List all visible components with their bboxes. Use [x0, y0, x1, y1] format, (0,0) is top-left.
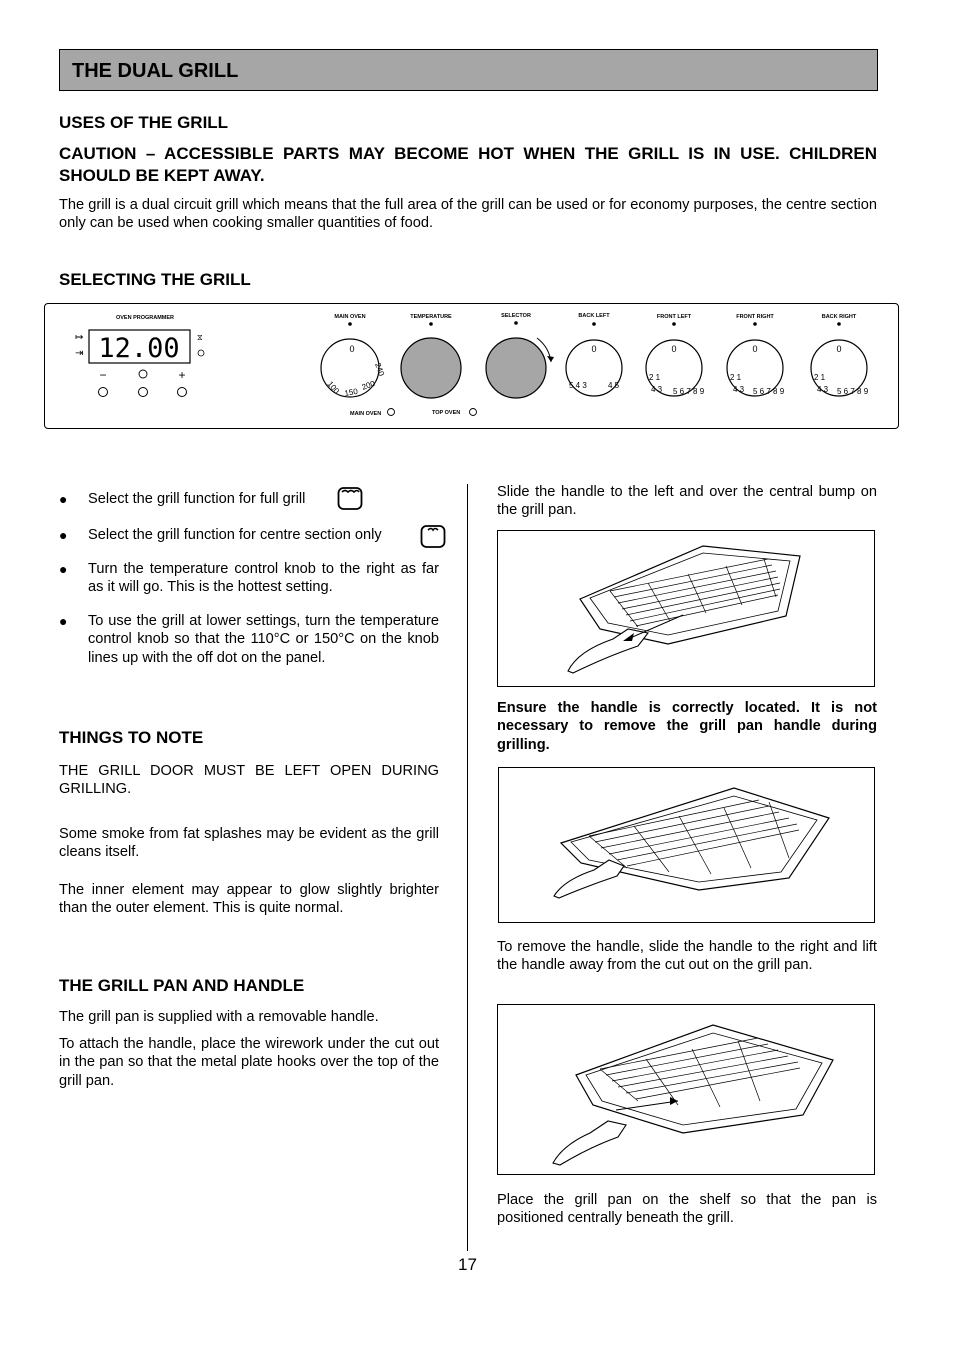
svg-text:100: 100	[325, 379, 341, 396]
grill-pan-p1: The grill pan is supplied with a removable handle.	[59, 1009, 379, 1025]
main-oven-knob[interactable]	[321, 339, 386, 398]
svg-text:4 3: 4 3	[651, 385, 663, 394]
main-oven-light-label: MAIN OVEN	[350, 411, 382, 417]
svg-text:5 6 7 8 9: 5 6 7 8 9	[753, 387, 785, 396]
svg-text:0: 0	[671, 344, 677, 354]
end-icon: ⇥	[75, 348, 84, 359]
things-heading: THINGS TO NOTE	[59, 728, 204, 747]
top-oven-light	[470, 409, 477, 416]
clock-icon	[198, 350, 204, 356]
main-oven-label: MAIN OVEN	[334, 314, 366, 320]
column-divider	[467, 484, 468, 1251]
svg-text:0: 0	[836, 344, 842, 354]
uses-heading: USES OF THE GRILL	[59, 113, 229, 132]
back-left-knob[interactable]	[566, 340, 622, 396]
clock-display-text: 12.00	[98, 333, 180, 364]
slide-instruction: Slide the handle to the left and over the central bump on the grill pan.	[497, 484, 877, 519]
timer-icon	[139, 370, 147, 378]
svg-text:150: 150	[343, 386, 359, 398]
grill-pan-figure-1	[497, 530, 875, 687]
grill-pan-heading: THE GRILL PAN AND HANDLE	[59, 976, 305, 995]
svg-text:200: 200	[360, 378, 377, 392]
plus-symbol: +	[178, 368, 186, 382]
control-panel	[44, 303, 899, 429]
selector-knob[interactable]	[486, 338, 546, 398]
back-right-knob[interactable]	[811, 340, 869, 396]
selecting-heading: SELECTING THE GRILL	[59, 270, 251, 289]
svg-text:5 6 7 8 9: 5 6 7 8 9	[837, 387, 869, 396]
front-right-knob[interactable]	[727, 340, 785, 396]
handle-warning: Ensure the handle is correctly located. It is not necessary to remove the grill pan handle during grilling.	[497, 700, 877, 753]
page-title: THE DUAL GRILL	[59, 49, 878, 91]
svg-text:2 1: 2 1	[730, 373, 742, 382]
note-smoke: Some smoke from fat splashes may be evident as the grill cleans itself.	[59, 826, 439, 861]
note-element: The inner element may appear to glow slightly brighter than the outer element. This is quite normal.	[59, 882, 439, 917]
svg-text:0: 0	[752, 344, 758, 354]
svg-text:5 4 3: 5 4 3	[569, 381, 587, 390]
front-right-label: FRONT RIGHT	[736, 314, 774, 320]
minus-symbol: −	[99, 368, 107, 382]
note-caps: THE GRILL DOOR MUST BE LEFT OPEN DURING GRILLING.	[59, 763, 439, 798]
svg-text:2 1: 2 1	[814, 373, 826, 382]
centre-grill-icon	[420, 523, 446, 549]
temperature-label: TEMPERATURE	[410, 314, 452, 320]
back-right-label: BACK RIGHT	[821, 314, 857, 320]
svg-text:240: 240	[373, 361, 387, 378]
svg-text:2 1: 2 1	[649, 373, 661, 382]
programmer-label: OVEN PROGRAMMER	[115, 315, 175, 321]
selector-label: SELECTOR	[501, 313, 531, 319]
grill-pan-figure-2	[498, 767, 875, 923]
front-left-label: FRONT LEFT	[656, 314, 692, 320]
temperature-knob[interactable]	[401, 338, 461, 398]
minus-button[interactable]	[99, 388, 108, 397]
grill-pan-p2: To attach the handle, place the wirework under the cut out in the pan so that the metal plate hooks over the top of the grill pan.	[59, 1036, 439, 1089]
top-oven-light-label: TOP OVEN	[432, 410, 461, 416]
plus-button[interactable]	[178, 388, 187, 397]
timer-button[interactable]	[139, 388, 148, 397]
bullet-item: ● Turn the temperature control knob to the right as far as it will go. This is the hottest setting.	[59, 561, 439, 596]
svg-text:4 5: 4 5	[608, 381, 620, 390]
uses-body: The grill is a dual circuit grill which means that the full area of the grill can be used or for economy purposes, the centre section only can be used when cooking smaller quantities of food.	[59, 197, 877, 232]
remove-instruction: To remove the handle, slide the handle to the right and lift the handle away from the cut out on the grill pan.	[497, 939, 877, 974]
svg-text:4 3: 4 3	[733, 385, 745, 394]
page-number: 17	[458, 1255, 477, 1274]
front-left-knob[interactable]	[646, 340, 705, 396]
hourglass-icon: ⧖	[197, 333, 203, 342]
caution-text: CAUTION – ACCESSIBLE PARTS MAY BECOME HOT WHEN THE GRILL IS IN USE. CHILDREN SHOULD BE KEPT AWAY.	[59, 144, 877, 185]
main-oven-light	[388, 409, 395, 416]
start-icon: ↦	[75, 332, 84, 343]
svg-text:5 6 7 8 9: 5 6 7 8 9	[673, 387, 705, 396]
svg-text:0: 0	[349, 344, 355, 354]
place-instruction: Place the grill pan on the shelf so that the pan is positioned centrally beneath the grill.	[497, 1192, 877, 1227]
back-left-label: BACK LEFT	[578, 313, 610, 319]
svg-text:4 3: 4 3	[817, 385, 829, 394]
svg-text:0: 0	[591, 344, 597, 354]
grill-pan-figure-3	[497, 1004, 875, 1175]
bullet-item: ● To use the grill at lower settings, turn the temperature control knob so that the 110°C or 150°C on the knob lines up with the off dot on the panel.	[59, 613, 439, 666]
full-grill-icon	[337, 485, 363, 511]
